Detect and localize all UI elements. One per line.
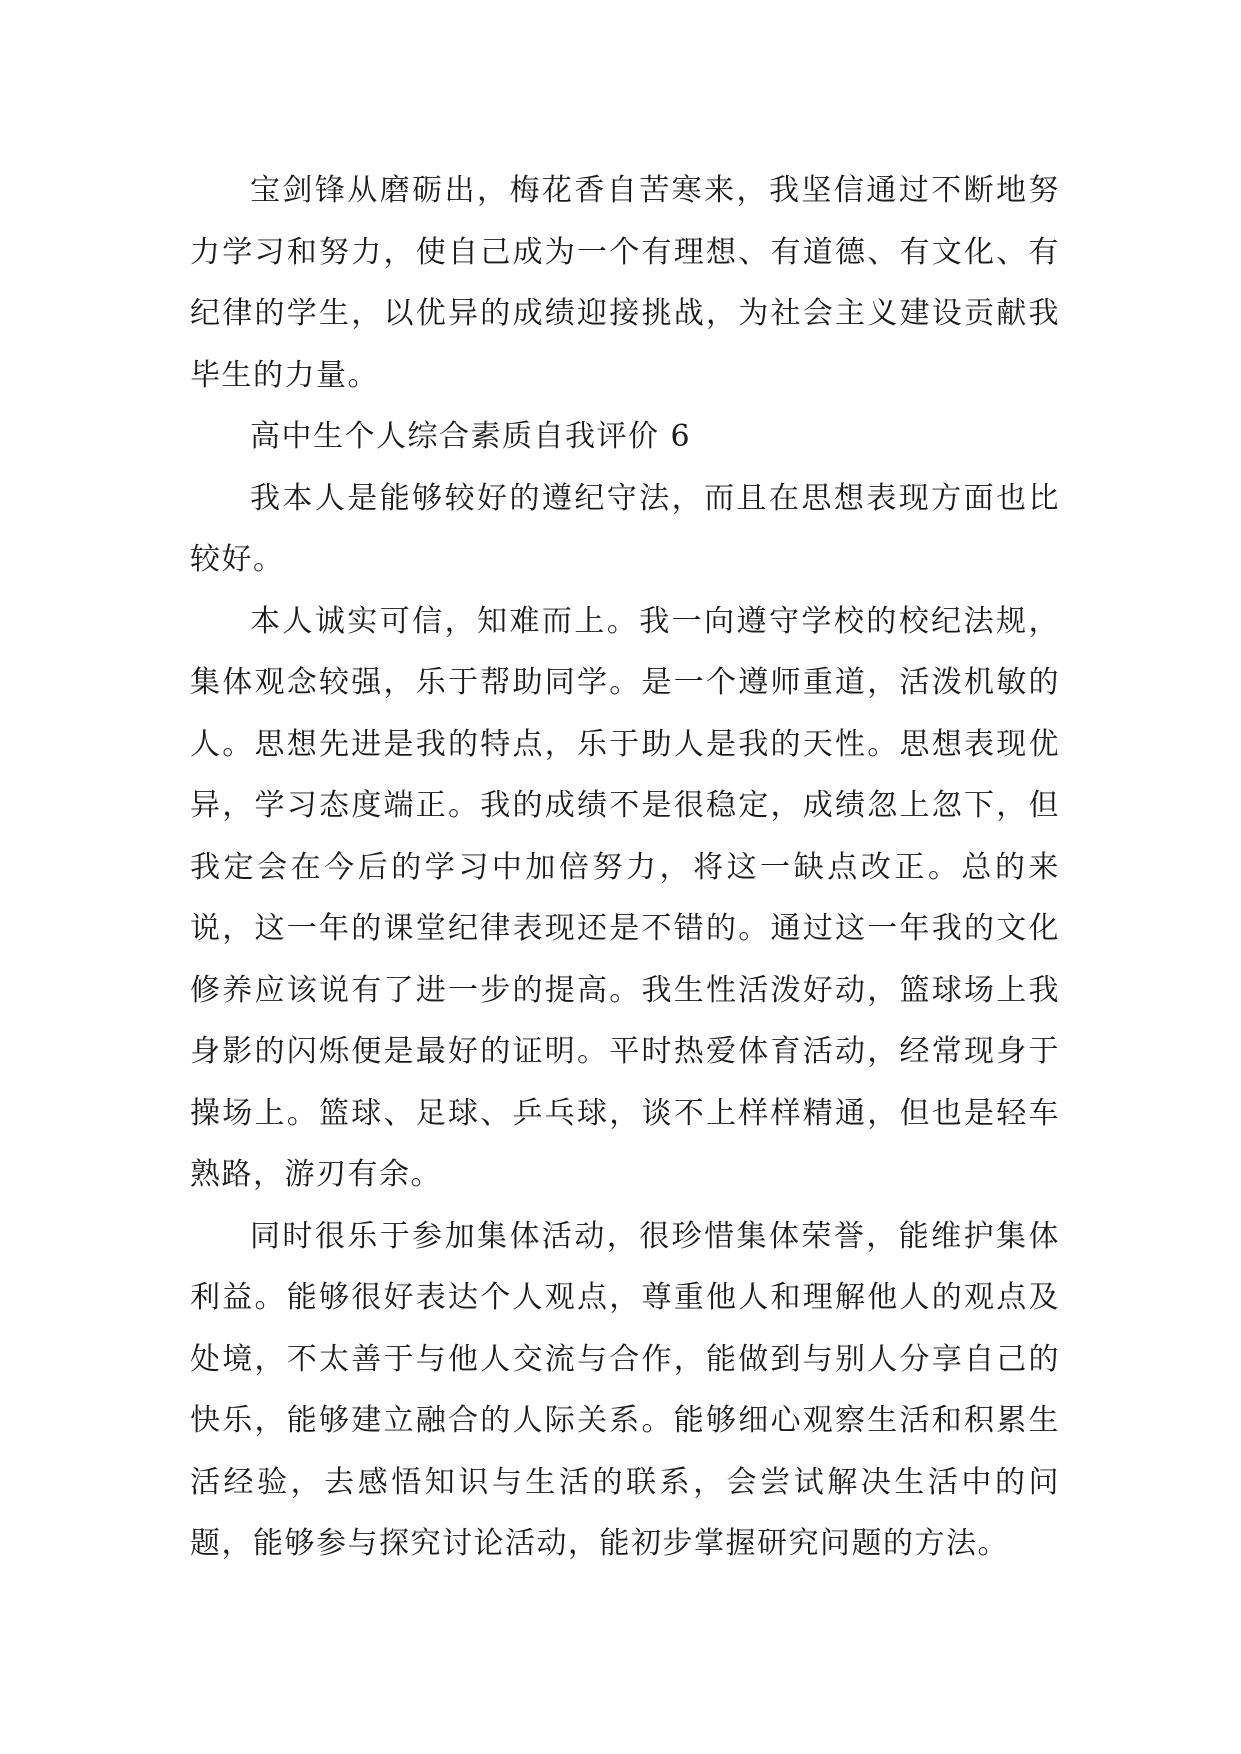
- paragraph-perseverance: 宝剑锋从磨砺出，梅花香自苦寒来，我坚信通过不断地努力学习和努力，使自己成为一个有理想、有道德、有文化、有纪律的学生，以优异的成绩迎接挑战，为社会主义建设贡献我毕生的力量。: [190, 173, 1060, 393]
- document-body: [190, 160, 1060, 1575]
- section-heading: 高中生个人综合素质自我评价 6: [250, 419, 692, 454]
- paragraph-collective-activities: 同时很乐于参加集体活动，很珍惜集体荣誉，能维护集体利益。能够很好表达个人观点，尊重他人和理解他人的观点及处境，不太善于与他人交流与合作，能做到与别人分享自己的快乐，能够建立融合的人际关系。能够细心观察生活和积累生活经验，去感悟知识与生活的联系，会尝试解决生活中的问题，能够参与探究讨论活动，能初步掌握研究问题的方法。: [190, 1218, 1060, 1561]
- paragraph-character: 本人诚实可信，知难而上。我一向遵守学校的校纪法规，集体观念较强，乐于帮助同学。是一个遵师重道，活泼机敏的人。思想先进是我的特点，乐于助人是我的天性。思想表现优异，学习态度端正。我的成绩不是很稳定，成绩忽上忽下，但我定会在今后的学习中加倍努力，将这一缺点改正。总的来说，这一年的课堂纪律表现还是不错的。通过这一年我的文化修养应该说有了进一步的提高。我生性活泼好动，篮球场上我身影的闪烁便是最好的证明。平时热爱体育活动，经常现身于操场上。篮球、足球、乒乓球，谈不上样样精通，但也是轻车熟路，游刃有余。: [190, 603, 1060, 1192]
- paragraph-law-abiding: 我本人是能够较好的遵纪守法，而且在思想表现方面也比较好。: [190, 480, 1060, 577]
